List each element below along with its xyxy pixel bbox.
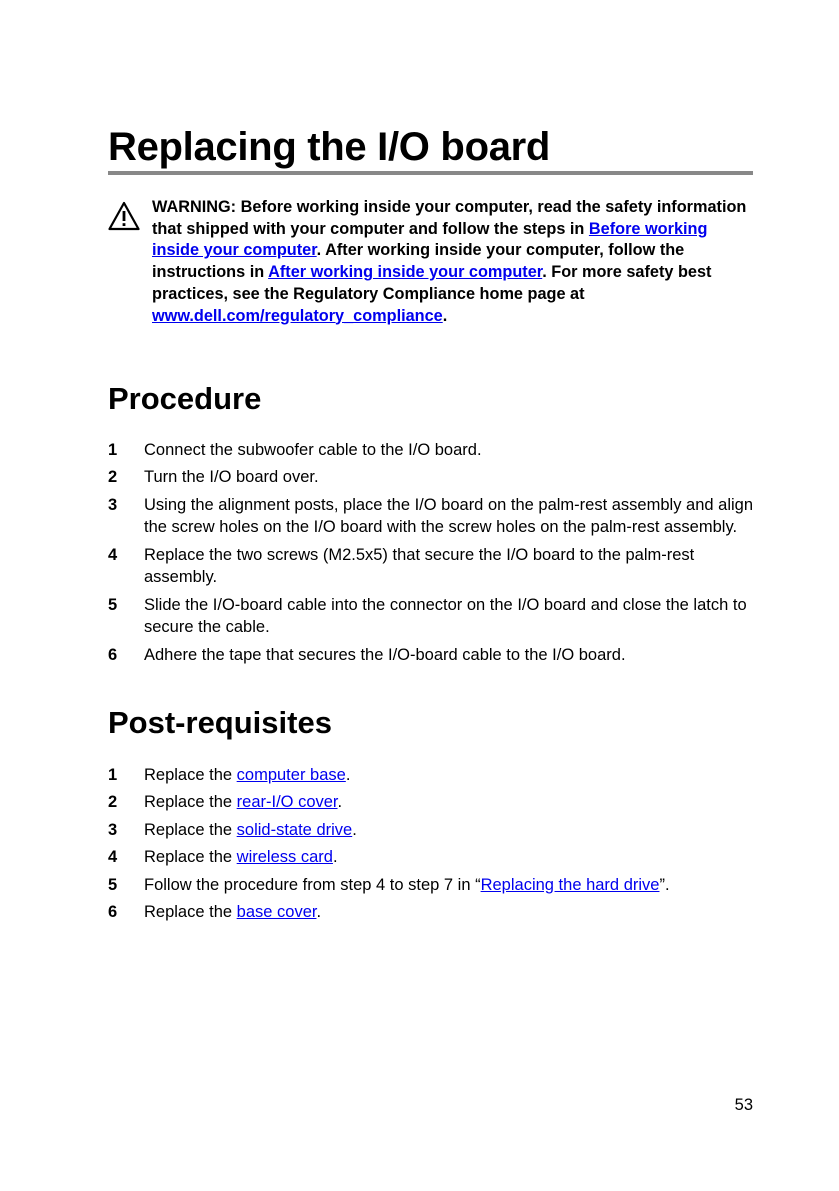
warning-triangle-icon — [108, 201, 140, 231]
warning-text-part3: . For more safety best practices, see the Regulatory Compliance home page at — [152, 263, 712, 303]
page-title: Replacing the I/O board — [108, 125, 551, 169]
procedure-step — [108, 544, 753, 589]
step-number: 4 — [108, 848, 118, 867]
procedure-heading: Procedure — [108, 381, 262, 416]
page-number: 53 — [734, 1096, 753, 1114]
solid-state-drive-link[interactable]: solid-state drive — [236, 820, 353, 839]
step-text: Slide the I/O-board cable into the connector on the I/O board and close the latch to secure the cable. — [144, 595, 747, 637]
step-text: Turn the I/O board over. — [144, 468, 319, 487]
step-text-pre: Replace the — [144, 820, 237, 839]
postrequisite-step — [108, 846, 753, 869]
regulatory-compliance-link[interactable]: www.dell.com/regulatory_compliance — [152, 306, 443, 325]
procedure-step — [108, 439, 753, 462]
step-number: 3 — [108, 495, 118, 514]
postrequisites-steps — [108, 764, 753, 928]
postrequisite-step — [108, 901, 753, 924]
step-text-post: . — [332, 848, 338, 867]
step-text: Adhere the tape that secures the I/O-board cable to the I/O board. — [144, 645, 626, 664]
procedure-step — [108, 494, 753, 539]
rear-io-cover-link[interactable]: rear-I/O cover — [236, 793, 338, 812]
wireless-card-link[interactable]: wireless card — [236, 848, 333, 867]
computer-base-link[interactable]: computer base — [236, 766, 346, 784]
step-text-post: . — [337, 793, 343, 812]
step-text-post: ”. — [659, 875, 670, 894]
step-number: 5 — [108, 595, 118, 614]
procedure-steps — [108, 439, 753, 671]
warning-text-part2: . After working inside your computer, follow the instructions in — [152, 241, 685, 282]
postrequisite-step — [108, 791, 753, 814]
step-text-post: . — [352, 820, 357, 839]
step-text: Replace the two screws (M2.5x5) that secure the I/O board to the palm-rest assembly. — [144, 545, 695, 587]
replacing-hard-drive-link[interactable]: Replacing the hard drive — [480, 875, 660, 894]
step-text-pre: Replace the — [144, 848, 237, 867]
step-text-post: . — [316, 902, 322, 921]
postrequisite-step — [108, 819, 753, 842]
before-working-link[interactable]: Before working inside your computer — [152, 219, 708, 260]
procedure-step — [108, 644, 753, 667]
step-number: 4 — [108, 545, 118, 564]
step-text-pre: Replace the — [144, 902, 237, 921]
base-cover-link[interactable]: base cover — [236, 902, 317, 921]
warning-text — [152, 197, 758, 327]
postrequisite-step — [108, 764, 753, 787]
step-number: 6 — [108, 645, 118, 664]
procedure-step — [108, 466, 753, 489]
step-text: Using the alignment posts, place the I/O board on the palm-rest assembly and align the screw holes on the I/O board with the screw holes on the palm-rest assembly. — [144, 495, 754, 537]
procedure-step — [108, 594, 753, 639]
warning-text-part1: WARNING: Before working inside your computer, read the safety information that shipped with your computer and follow the steps in — [152, 198, 747, 238]
step-text-pre: Replace the — [144, 793, 237, 812]
step-number: 6 — [108, 902, 118, 921]
step-text-pre: Follow the procedure from step 4 to step 7 in “ — [144, 875, 481, 894]
step-number: 2 — [108, 468, 118, 487]
after-working-link[interactable]: After working inside your computer — [268, 263, 543, 282]
step-text: Connect the subwoofer cable to the I/O board. — [144, 441, 482, 459]
postrequisites-heading: Post-requisites — [108, 705, 332, 740]
step-number: 2 — [108, 793, 118, 812]
warning-text-part4: . — [442, 306, 448, 325]
step-text-pre: Replace the — [144, 766, 237, 784]
title-rule — [108, 171, 753, 175]
step-number: 5 — [108, 875, 118, 894]
step-number: 1 — [108, 766, 118, 784]
step-text-post: . — [345, 766, 351, 784]
step-number: 3 — [108, 820, 118, 839]
step-number: 1 — [108, 441, 118, 459]
postrequisite-step — [108, 874, 753, 897]
